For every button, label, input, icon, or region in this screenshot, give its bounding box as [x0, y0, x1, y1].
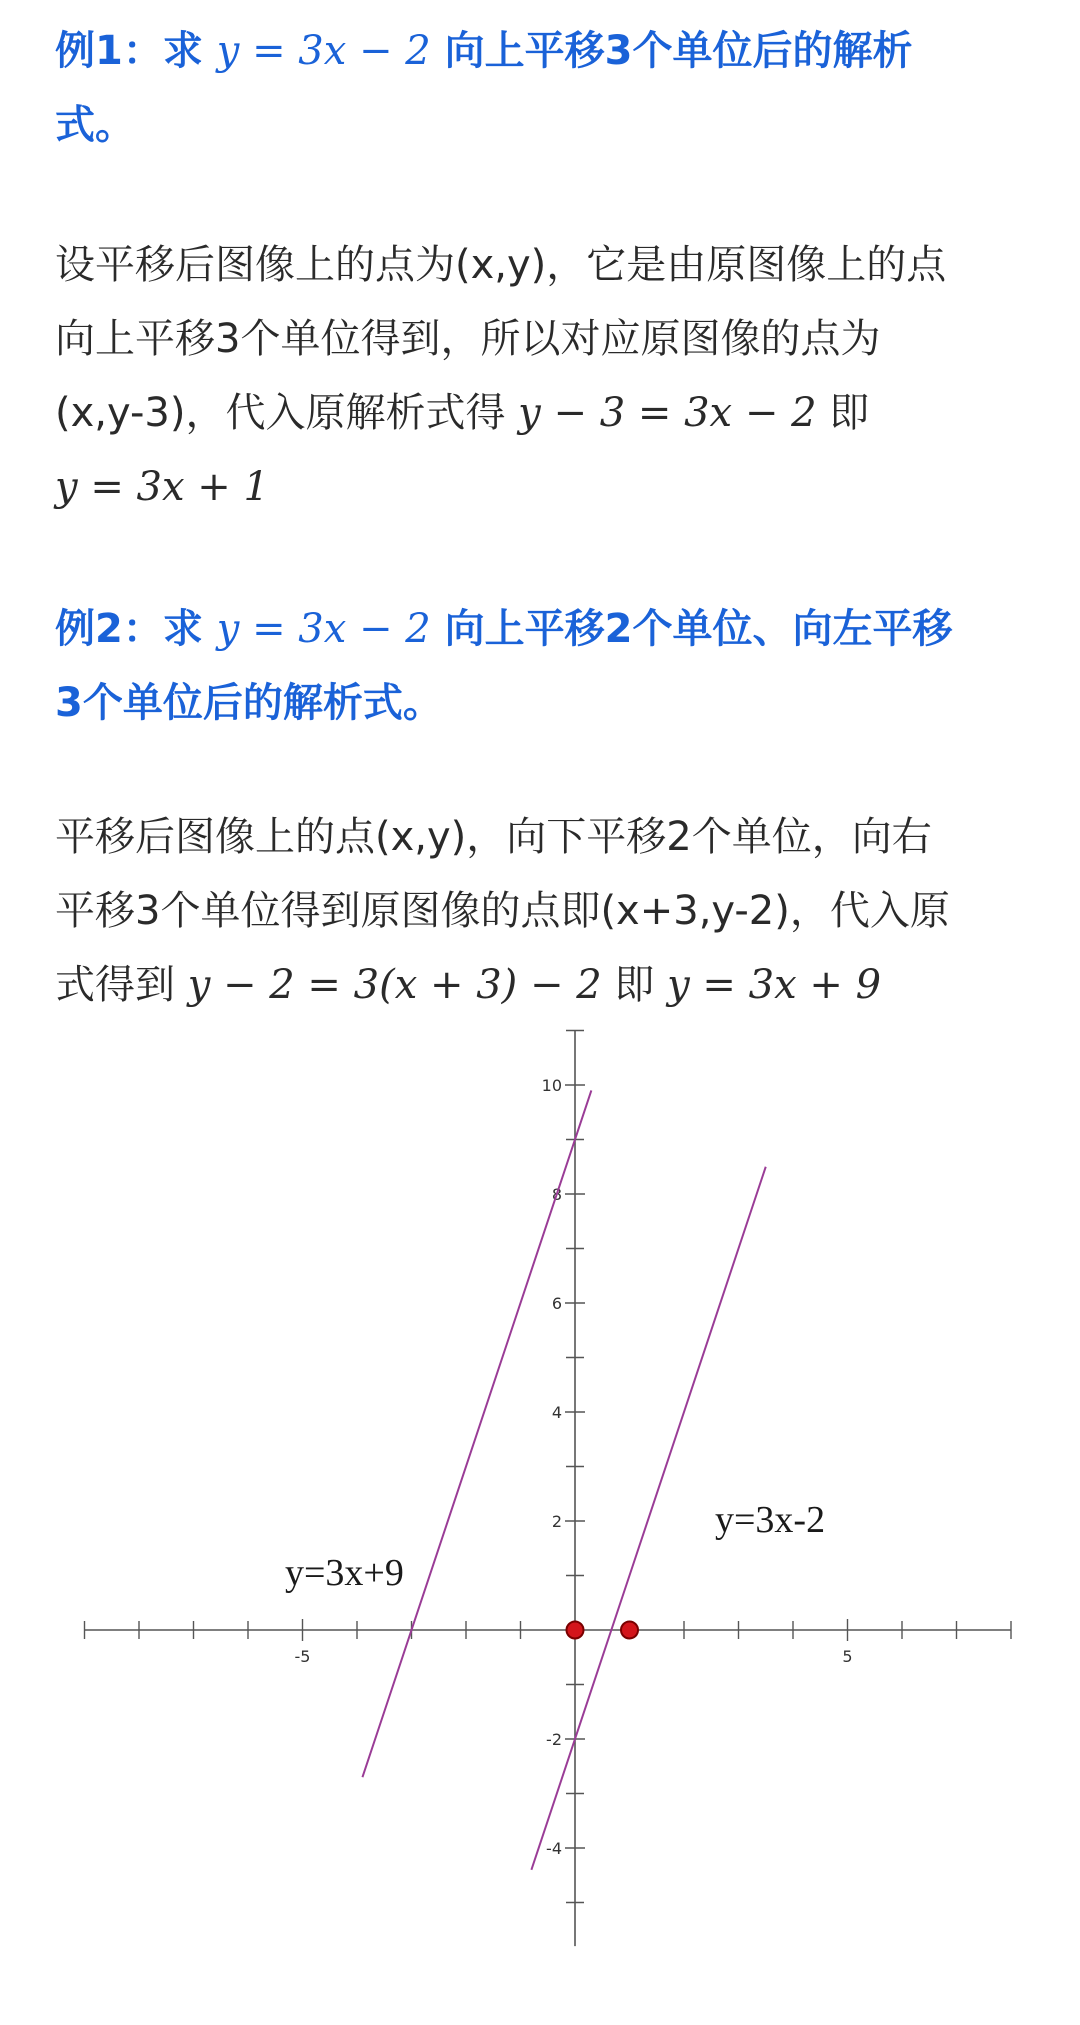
series-label-y-3x-minus-2: y=3x-2	[715, 1499, 826, 1541]
y-tick-label: 10	[541, 1076, 562, 1095]
y-tick-label: -4	[546, 1839, 562, 1858]
function-graph	[55, 1076, 1005, 2015]
example1-heading	[55, 14, 1035, 162]
axes	[85, 1031, 1012, 1947]
example2-equation: y − 2 = 3(x + 3) − 2	[187, 962, 602, 1008]
data-point-2	[621, 1622, 638, 1639]
example2-heading	[55, 592, 1035, 740]
example1-equation: y − 3 = 3x − 2	[518, 390, 817, 436]
example2-heading-line1: 例2：求 y = 3x − 2 向上平移2个单位、向左平移	[55, 606, 953, 652]
example2-solution-line3: 式得到 y − 2 = 3(x + 3) − 2 即 y = 3x + 9	[55, 962, 882, 1008]
series-line-1	[362, 1090, 591, 1777]
example2-solution-line1: 平移后图像上的点(x,y)，向下平移2个单位，向右	[55, 814, 932, 860]
y-tick-label: 6	[551, 1294, 562, 1313]
example1-solution-line3: (x,y-3)，代入原解析式得 y − 3 = 3x − 2 即	[55, 390, 870, 436]
y-tick-label: 4	[551, 1403, 562, 1422]
function-lines	[362, 1090, 765, 1869]
axis-ticks	[85, 1031, 1012, 1903]
example2-solution-line2: 平移3个单位得到原图像的点即(x+3,y-2)，代入原	[55, 888, 950, 934]
series-label-y-3x-plus-9: y=3x+9	[285, 1552, 404, 1594]
x-tick-label: 5	[842, 1647, 853, 1666]
example2-solution	[55, 800, 1035, 1022]
example2-heading-line2: 3个单位后的解析式。	[55, 680, 443, 726]
example1-solution-line2: 向上平移3个单位得到，所以对应原图像的点为	[55, 316, 881, 362]
y-tick-label: 2	[551, 1512, 562, 1531]
example1-result: y = 3x + 1	[55, 464, 269, 510]
example1-solution-line1: 设平移后图像上的点为(x,y)，它是由原图像上的点	[55, 242, 947, 288]
y-tick-label: -2	[546, 1730, 562, 1749]
example1-solution-line4	[55, 450, 1035, 524]
x-tick-label: -5	[294, 1647, 311, 1666]
y-tick-label: 8	[551, 1185, 562, 1204]
example1-heading-line1: 例1：求 y = 3x − 2 向上平移3个单位后的解析	[55, 28, 913, 74]
example1-heading-math: y = 3x − 2	[216, 28, 431, 74]
example1-solution	[55, 228, 1035, 524]
example2-heading-math: y = 3x − 2	[216, 606, 431, 652]
example2-result: y = 3x + 9	[667, 962, 882, 1008]
example1-heading-line2: 式。	[55, 102, 135, 148]
data-point-1	[567, 1622, 584, 1639]
